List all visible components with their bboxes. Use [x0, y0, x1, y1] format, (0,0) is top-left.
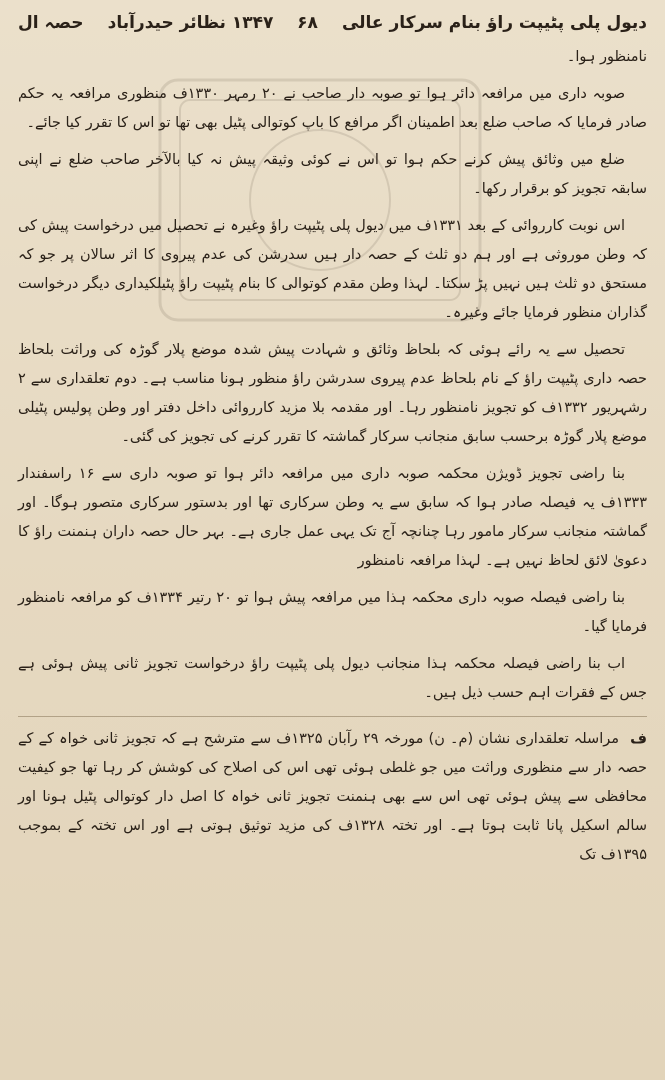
document-body — [18, 43, 647, 870]
paragraph-4: اس نوبت کارروائی کے بعد ۱۳۳۱ف میں دیول پلی پٹیپت راؤ وغیرہ نے تحصیل میں درخواست پیش کی کہ وطن موروثی ہے اور ہم دو ثلث کے حصہ دار ہیں سدرشن کی عدم پیروی کا اثر سالان پر جو کہ مستحق دو ثلث ہیں نہیں پڑ سکتا۔ لہذا وطن مقدم کوتوالی کا بنام پٹیپت راؤ پٹیلکیداری دیگر درخواست گذاران منظور فرمایا جائے وغیرہ۔ — [18, 218, 647, 321]
footnote-text: مراسلہ تعلقداری نشان (م۔ ن) مورخہ ۲۹ رآبان ۱۳۲۵ف سے مترشح ہے کہ تجویز ثانی خواہ کے کے حصہ دار سے منظوری وراثت میں جو غلطی ہوئی تھی اس کی اصلاح کی کوشش کر رہا تھا جو کیفیت محافظی سے پیش ہوئی تھی اس سے بھی ہنمنت تجویز ثانی خواہ کا اصل دار کوتوالی پٹیل ہونا اور سالم اسکیل پانا ثابت ہوتا ہے۔ اور تختہ ۱۳۲۸ف کی مزید توثیق ہوتی ہے اور اس تختہ کے بموجب ۱۳۹۵ف تک — [18, 731, 647, 863]
report-citation: ۱۳۴۷ نظائر حیدرآباد — [107, 13, 274, 33]
footnote — [18, 725, 647, 870]
footnote-label: ف — [630, 731, 648, 747]
header-center — [108, 13, 318, 33]
paragraph-6: بنا راضی تجویز ڈویژن محکمہ صوبہ داری میں مرافعہ دائر ہوا تو صوبہ داری سے ۱۶ راسفندار ۱۳۳۳ف یہ فیصلہ صادر ہوا کہ سابق سے یہ وطن سرکاری تھا اور بدستور سرکاری متصور ہوگا۔ اور گماشتہ منجانب سرکار مامور رہا چنانچہ آج تک یہی عمل جاری ہے۔ بہر حال حصہ داران ہنمنت راؤ کا دعویٰ لائق لحاظ نہیں ہے۔ لہذا مرافعہ نامنظور — [18, 466, 647, 569]
page-number: ۶۸ — [297, 13, 318, 33]
paragraph-8: اب بنا راضی فیصلہ محکمہ ہذا منجانب دیول پلی پٹیپت راؤ درخواست تجویز ثانی پیش ہوئی ہے جس کے فقرات اہم حسب ذیل ہیں۔ — [18, 656, 647, 701]
paragraph-7: بنا راضی فیصلہ صوبہ داری محکمہ ہذا میں مرافعہ پیش ہوا تو ۲۰ رتیر ۱۳۳۴ف کو مرافعہ نامنظور فرمایا گیا۔ — [18, 590, 647, 635]
paragraph-1: نامنظور ہوا۔ — [566, 49, 647, 65]
case-title: دیول پلی پٹیپت راؤ بنام سرکار عالی — [341, 13, 647, 33]
footnote-divider — [18, 716, 647, 717]
page-header — [18, 12, 647, 33]
paragraph-2: صوبہ داری میں مرافعہ دائر ہوا تو صوبہ دار صاحب نے ۲۰ رمہر ۱۳۳۰ف منظوری مرافعہ یہ حکم صادر فرمایا کہ صاحب ضلع بعد اطمینان اگر مرافع کا باپ کوتوالی پٹیل بھی تھا تو اس کا تقرر کیا جائے۔ — [18, 86, 647, 131]
section-label: حصہ ال — [18, 13, 84, 33]
paragraph-5: تحصیل سے یہ رائے ہوئی کہ بلحاظ وثائق و شہادت پیش شدہ موضع پلار گوڑہ کی وراثت بلحاظ حصہ داری پٹیپت راؤ کے نام بلحاظ عدم پیروی سدرشن راؤ منظور ہونا مناسب ہے۔ دوم تعلقداری سے ۲ رشہریور ۱۳۳۲ف کو تجویز نامنظور رہا۔ اور مقدمہ بلا مزید کارروائی داخل دفتر اور وطن پولیس پٹیلی موضع پلار گوڑہ برحسب سابق منجانب سرکار گماشتہ کا تقرر کرنے کی تجویز کی گئی۔ — [18, 342, 647, 445]
paragraph-3: ضلع میں وثائق پیش کرنے حکم ہوا تو اس نے کوئی وثیقہ پیش نہ کیا بالآخر صاحب ضلع نے اپنی سابقہ تجویز کو برقرار رکھا۔ — [18, 152, 647, 197]
